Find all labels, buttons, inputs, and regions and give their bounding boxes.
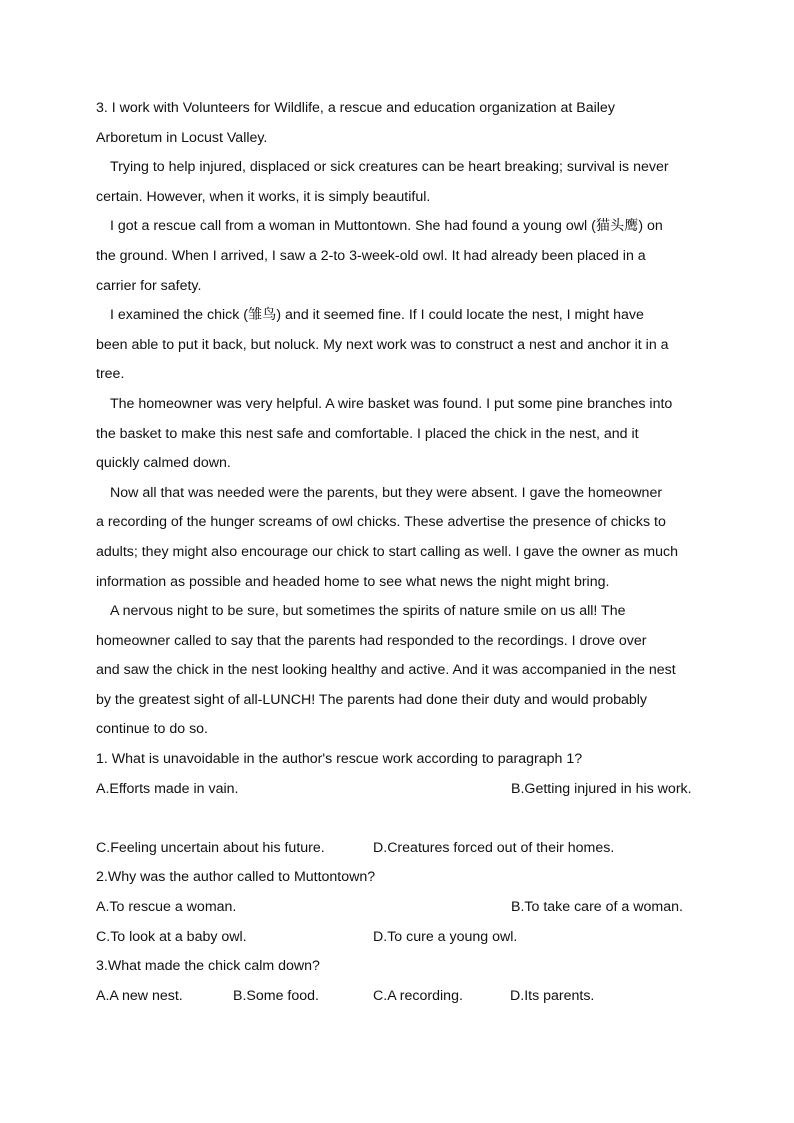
question-3-prompt: 3.What made the chick calm down? bbox=[96, 958, 320, 975]
question-1-option-b: B.Getting injured in his work. bbox=[511, 780, 692, 797]
passage-line: carrier for safety. bbox=[96, 277, 202, 294]
spacer bbox=[96, 804, 706, 834]
question-2-option-c: C.To look at a baby owl. bbox=[96, 928, 247, 945]
passage-line: The homeowner was very helpful. A wire basket was found. I put some pine branches into bbox=[110, 395, 673, 412]
passage-line: the ground. When I arrived, I saw a 2-to 3-week-old owl. It had already been placed in a bbox=[96, 247, 646, 264]
passage-line: Now all that was needed were the parents, but they were absent. I gave the homeowner bbox=[110, 484, 663, 501]
passage-line: homeowner called to say that the parents had responded to the recordings. I drove over bbox=[96, 632, 647, 649]
passage-line: adults; they might also encourage our chick to start calling as well. I gave the owner as much bbox=[96, 543, 678, 560]
question-3-options-row bbox=[96, 982, 706, 1012]
question-3-option-a: A.A new nest. bbox=[96, 987, 183, 1004]
question-1-options-row-2 bbox=[96, 834, 706, 864]
question-2-option-b: B.To take care of a woman. bbox=[511, 899, 683, 916]
question-1-option-c: C.Feeling uncertain about his future. bbox=[96, 839, 325, 856]
passage-line: tree. bbox=[96, 366, 125, 383]
question-2-option-a: A.To rescue a woman. bbox=[96, 899, 237, 916]
passage-line: certain. However, when it works, it is simply beautiful. bbox=[96, 188, 431, 205]
question-2-option-d: D.To cure a young owl. bbox=[373, 928, 518, 945]
question-3-option-c: C.A recording. bbox=[373, 987, 463, 1004]
question-1-options-row-1 bbox=[96, 775, 706, 805]
passage-line: I got a rescue call from a woman in Muttontown. She had found a young owl (猫头鹰) on bbox=[110, 218, 663, 235]
question-2-options-row-2 bbox=[96, 923, 706, 953]
passage-line: 3. I work with Volunteers for Wildlife, a rescue and education organization at Bailey bbox=[96, 100, 615, 116]
question-3-option-b: B.Some food. bbox=[233, 987, 319, 1004]
passage-line: Trying to help injured, displaced or sick creatures can be heart breaking; survival is never bbox=[110, 159, 669, 176]
passage-line: continue to do so. bbox=[96, 721, 209, 738]
passage-line: Arboretum in Locust Valley. bbox=[96, 129, 268, 146]
passage-line: and saw the chick in the nest looking healthy and active. And it was accompanied in the nest bbox=[96, 662, 676, 679]
passage-line: A nervous night to be sure, but sometimes the spirits of nature smile on us all! The bbox=[110, 603, 626, 620]
question-2-prompt: 2.Why was the author called to Muttontown? bbox=[96, 869, 376, 886]
question-1-option-d: D.Creatures forced out of their homes. bbox=[373, 839, 615, 856]
passage-line: information as possible and headed home to see what news the night might bring. bbox=[96, 573, 610, 590]
passage-line: been able to put it back, but noluck. My next work was to construct a nest and anchor it in a bbox=[96, 336, 669, 353]
question-2-options-row-1 bbox=[96, 893, 706, 923]
question-3-option-d: D.Its parents. bbox=[510, 987, 595, 1004]
passage-line: a recording of the hunger screams of owl chicks. These advertise the presence of chicks to bbox=[96, 514, 666, 531]
passage-line: by the greatest sight of all-LUNCH! The parents had done their duty and would probably bbox=[96, 691, 648, 708]
passage-line: I examined the chick (雏鸟) and it seemed fine. If I could locate the nest, I might have bbox=[110, 307, 644, 324]
question-1-prompt: 1. What is unavoidable in the author's rescue work according to paragraph 1? bbox=[96, 751, 583, 768]
passage-line: quickly calmed down. bbox=[96, 455, 231, 472]
passage-line: the basket to make this nest safe and comfortable. I placed the chick in the nest, and it bbox=[96, 425, 639, 442]
document-content bbox=[96, 94, 706, 1011]
question-1-option-a: A.Efforts made in vain. bbox=[96, 780, 239, 797]
